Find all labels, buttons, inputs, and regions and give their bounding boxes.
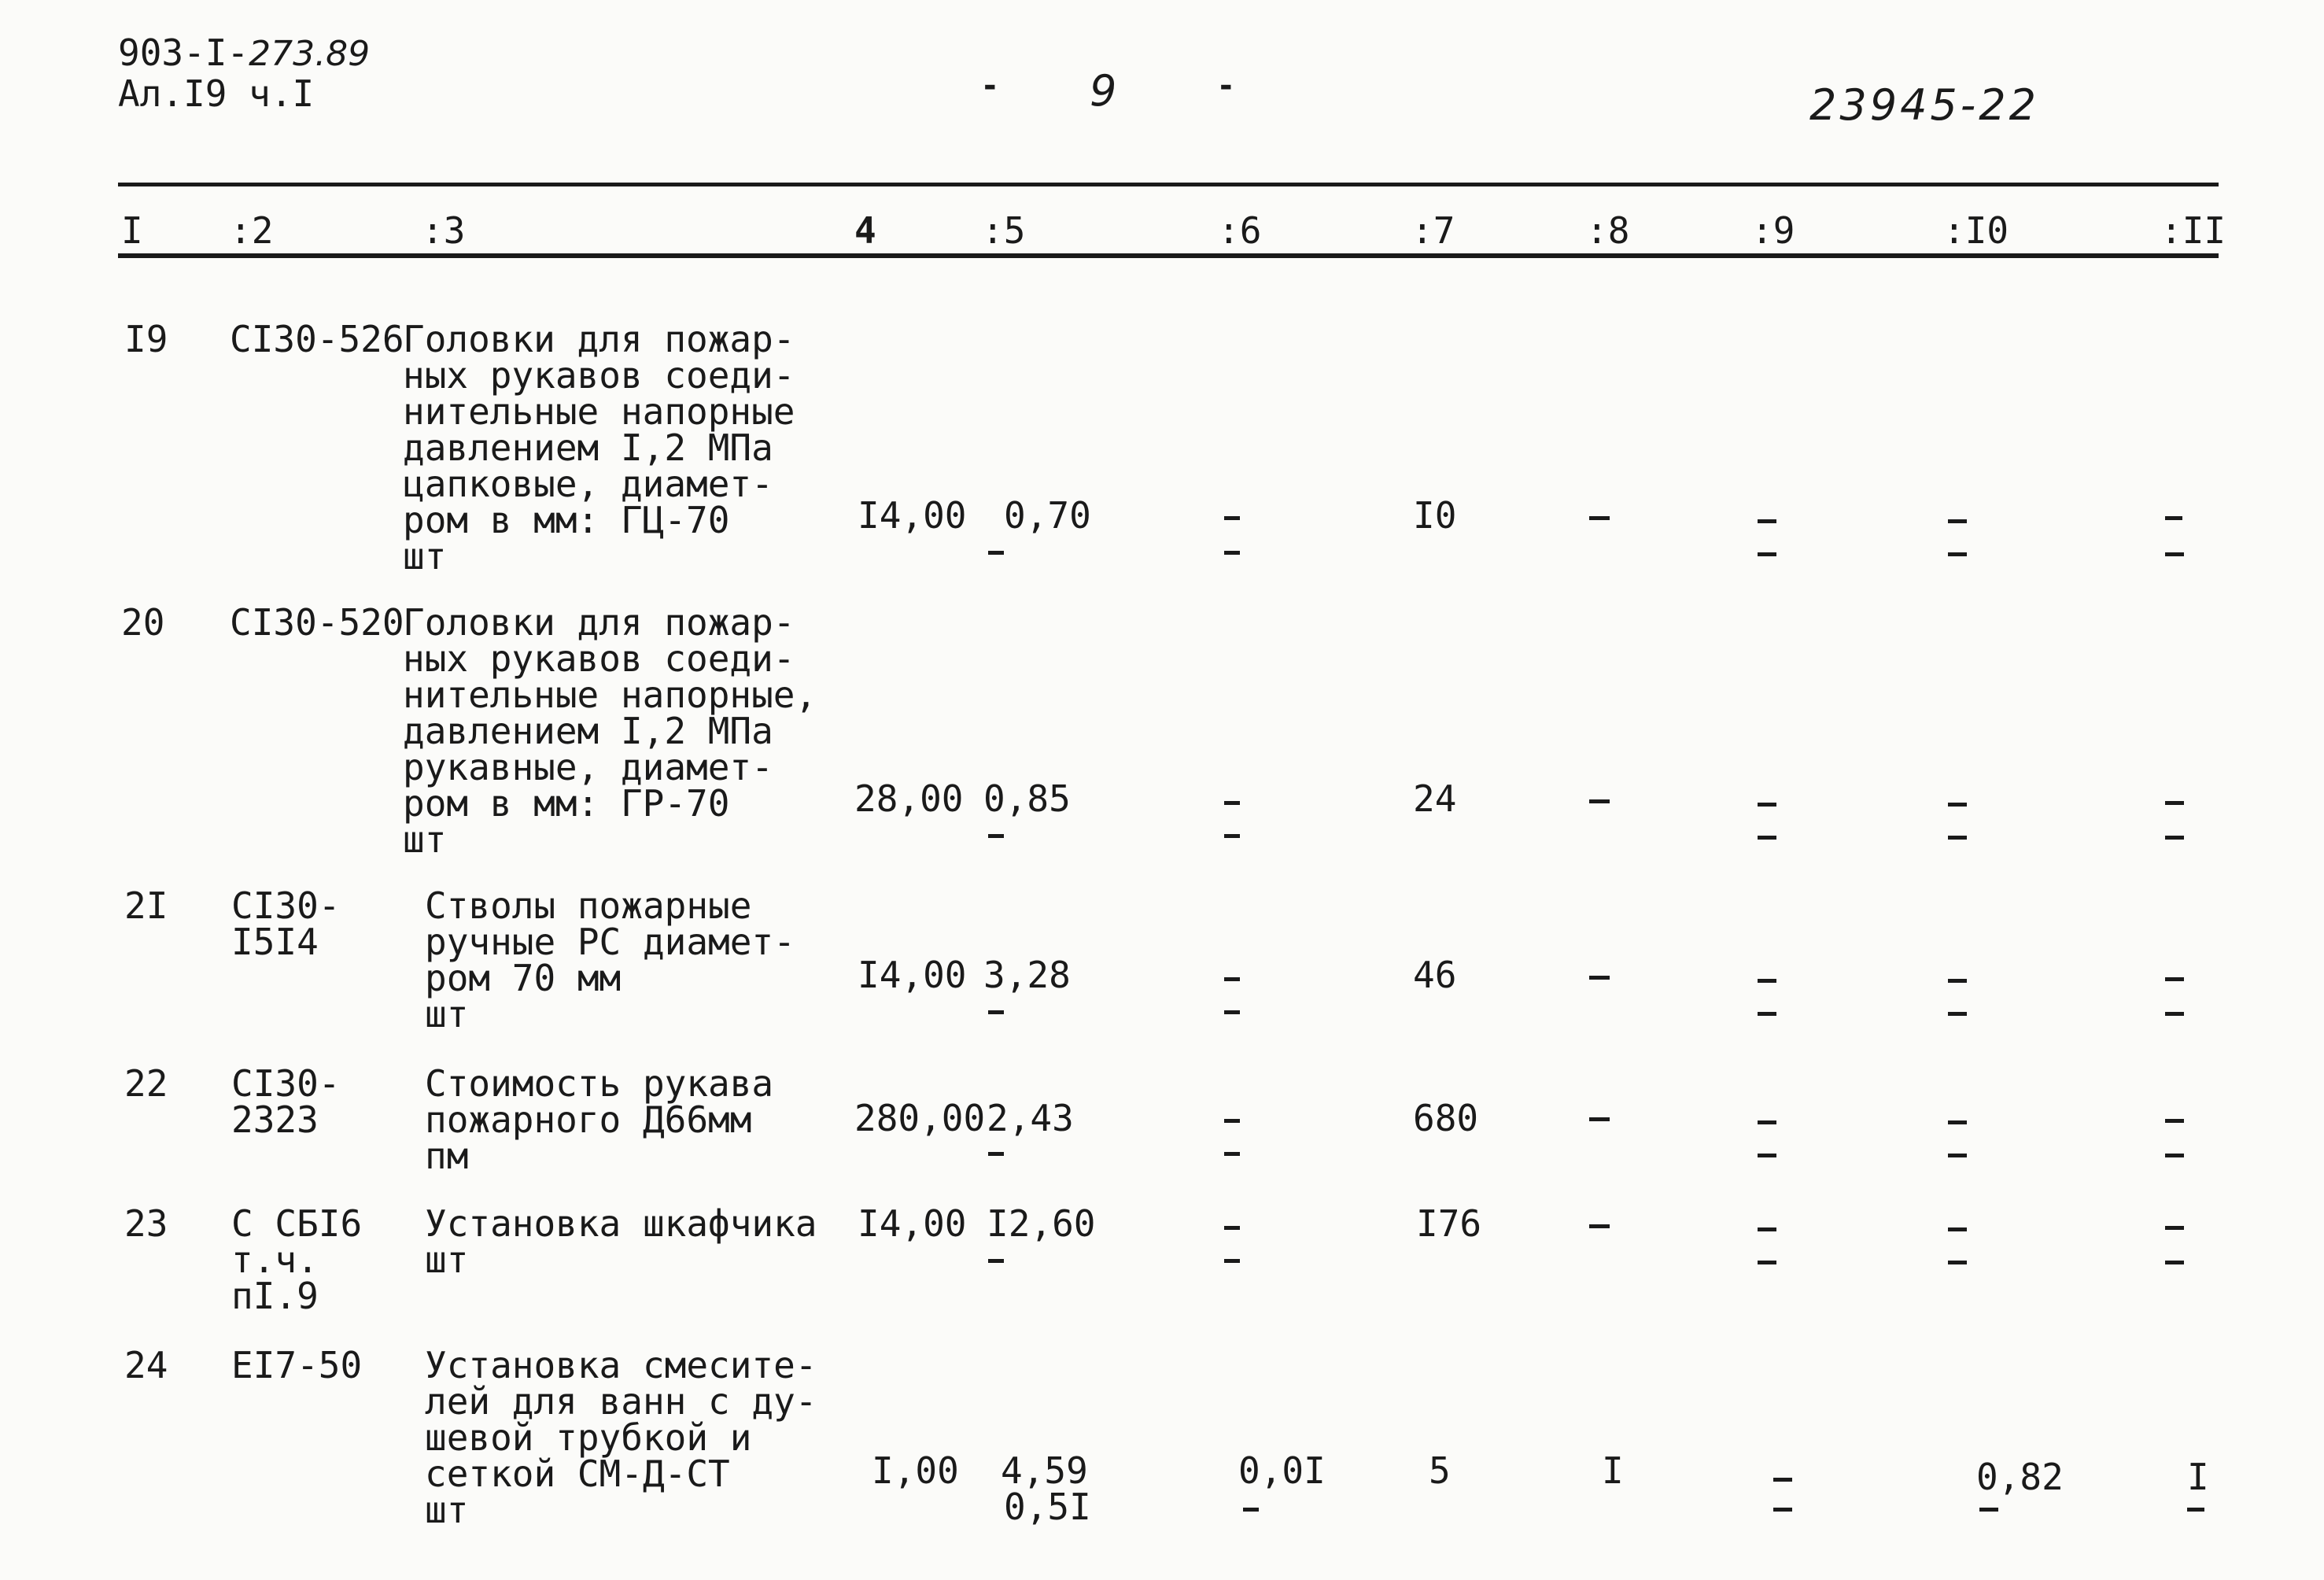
row-col6-dash-lower: [1243, 1508, 1259, 1512]
row-col8-dash: [1589, 1224, 1610, 1228]
row-col5-dash: [988, 1152, 1004, 1156]
row-number: 23: [124, 1202, 168, 1245]
row-col5: I2,60: [987, 1202, 1096, 1245]
row-number: 2I: [124, 884, 168, 927]
page-dash-left: -: [983, 68, 997, 104]
row-col11-dash-lower: [2165, 1154, 2184, 1157]
row-col10: 0,82: [1976, 1456, 2064, 1498]
column-header-4: 4: [854, 209, 876, 252]
row-col11-dash: [2165, 801, 2184, 805]
row-code: EI7-50: [231, 1344, 363, 1386]
column-header-9: :9: [1751, 209, 1795, 252]
row-code: C CБI6 т.ч. пI.9: [231, 1202, 363, 1317]
row-col6-dash: [1224, 1119, 1240, 1123]
row-col11-dash: [2165, 1119, 2184, 1123]
row-col6-dash-lower: [1224, 1259, 1240, 1263]
row-col7: I0: [1413, 494, 1457, 537]
row-col5-dash: [988, 834, 1004, 838]
page-number: 9: [1090, 66, 1117, 116]
row-col9-dash: [1758, 803, 1776, 807]
row-col5: 2,43: [987, 1097, 1074, 1139]
row-quantity: 280,00: [854, 1097, 986, 1139]
row-description: Установка смесите- лей для ванн с ду- шевой трубкой и сеткой СМ-Д-СТ шт: [425, 1344, 817, 1531]
row-col10-dash: [1948, 979, 1967, 983]
table-top-rule: [118, 183, 2219, 186]
row-col9-dash-lower: [1758, 1012, 1776, 1016]
row-col11-dash-lower: [2165, 1261, 2184, 1264]
row-col9-dash-lower: [1758, 552, 1776, 556]
row-col10-dash-lower: [1948, 1154, 1967, 1157]
row-col7: 24: [1413, 777, 1457, 820]
row-quantity: I4,00: [858, 494, 967, 537]
row-number: I9: [124, 318, 168, 360]
row-col10-dash: [1948, 803, 1967, 807]
table-header-rule: [118, 253, 2219, 258]
row-quantity: I,00: [872, 1449, 959, 1492]
row-col11-dash-lower: [2187, 1508, 2204, 1512]
row-col5: 3,28: [983, 954, 1071, 996]
row-col10-dash: [1948, 1227, 1967, 1231]
row-number: 22: [124, 1062, 168, 1105]
row-col7: I76: [1416, 1202, 1482, 1245]
row-col10-dash: [1948, 1120, 1967, 1124]
column-header-6: :6: [1218, 209, 1262, 252]
row-col5-dash: [988, 1010, 1004, 1014]
sheet-id: 23945-22: [1809, 80, 2039, 130]
row-col9-dash-lower: [1758, 836, 1776, 840]
row-col10-dash-lower: [1948, 552, 1967, 556]
page-dash-right: -: [1219, 68, 1233, 104]
column-header-1: I: [121, 209, 143, 252]
row-col11-dash-lower: [2165, 836, 2184, 840]
row-col10-dash-lower: [1979, 1508, 1998, 1512]
row-col6-dash: [1224, 516, 1240, 520]
row-description: Установка шкафчика шт: [425, 1202, 817, 1281]
row-col11-dash-lower: [2165, 552, 2184, 556]
row-quantity: 28,00: [854, 777, 964, 820]
row-col9-dash-lower: [1758, 1261, 1776, 1264]
row-col8: I: [1602, 1449, 1624, 1492]
row-description: Головки для пожар- ных рукавов соеди- нительные напорные, давлением I,2 МПа рукавные, диамет- ром в мм: ГР-70 шт: [403, 601, 817, 861]
row-col7: 680: [1413, 1097, 1479, 1139]
row-col9-dash: [1773, 1478, 1792, 1482]
column-header-11: :II: [2160, 209, 2226, 252]
column-header-2: :2: [230, 209, 274, 252]
row-col6: 0,0I: [1238, 1449, 1326, 1492]
row-col8-dash: [1589, 1117, 1610, 1121]
column-header-7: :7: [1411, 209, 1455, 252]
row-col6-dash: [1224, 977, 1240, 981]
row-col9-dash: [1758, 519, 1776, 523]
row-col8-dash: [1589, 516, 1610, 520]
row-col5-dash: [988, 1259, 1004, 1263]
row-col6-dash-lower: [1224, 1152, 1240, 1156]
row-code: CI30- I5I4: [231, 884, 341, 963]
row-col6-dash: [1224, 801, 1240, 805]
row-col10-dash-lower: [1948, 1012, 1967, 1016]
document-code-handwritten: 273.89: [249, 34, 371, 74]
row-col11-dash: [2165, 516, 2182, 520]
row-col9-dash: [1758, 1227, 1776, 1231]
row-number: 24: [124, 1344, 168, 1386]
column-header-10: :I0: [1943, 209, 2009, 252]
row-code: CI30-520: [230, 601, 404, 644]
row-col8-dash: [1589, 799, 1610, 803]
column-header-5: :5: [982, 209, 1026, 252]
row-col11-dash: [2165, 1226, 2184, 1230]
row-col6-dash-lower: [1224, 1010, 1240, 1014]
row-col7: 46: [1413, 954, 1457, 996]
row-col8-dash: [1589, 976, 1610, 980]
row-description: Стволы пожарные ручные PC диамет- ром 70 мм шт: [425, 884, 795, 1035]
row-col11: I: [2187, 1456, 2209, 1498]
row-code: CI30-526: [230, 318, 404, 360]
row-col5: 0,85: [983, 777, 1071, 820]
row-col10-dash-lower: [1948, 1261, 1967, 1264]
row-col6-dash-lower: [1224, 834, 1240, 838]
row-col6-dash: [1224, 1226, 1240, 1230]
row-quantity: I4,00: [858, 1202, 967, 1245]
row-quantity: I4,00: [858, 954, 967, 996]
row-col9-dash-lower: [1758, 1154, 1776, 1157]
document-code-prefix: 903-I-: [118, 31, 249, 74]
document-code: [118, 31, 371, 74]
column-header-3: :3: [422, 209, 466, 252]
row-col11-dash: [2165, 977, 2184, 981]
row-col5: 0,70: [1004, 494, 1091, 537]
row-col7: 5: [1429, 1449, 1451, 1492]
row-col9-dash: [1758, 1120, 1776, 1124]
row-col6-dash-lower: [1224, 551, 1240, 555]
row-description: Стоимость рукава пожарного Д66мм пм: [425, 1062, 774, 1177]
row-col10-dash-lower: [1948, 836, 1967, 840]
row-col5: 4,59: [1001, 1449, 1088, 1492]
album-label: Ал.I9 ч.I: [118, 72, 315, 115]
row-col9-dash: [1758, 979, 1776, 983]
row-code: CI30- 2323: [231, 1062, 341, 1141]
column-header-8: :8: [1586, 209, 1630, 252]
row-col11-dash-lower: [2165, 1012, 2184, 1016]
row-col9-dash-lower: [1773, 1508, 1792, 1512]
row-col10-dash: [1948, 519, 1967, 523]
row-col5-secondary: 0,5I: [1004, 1486, 1091, 1528]
row-description: Головки для пожар- ных рукавов соеди- нительные напорные давлением I,2 МПа цапковые, диамет- ром в мм: ГЦ-70 шт: [403, 318, 795, 578]
row-col5-dash: [988, 551, 1004, 555]
row-number: 20: [121, 601, 165, 644]
